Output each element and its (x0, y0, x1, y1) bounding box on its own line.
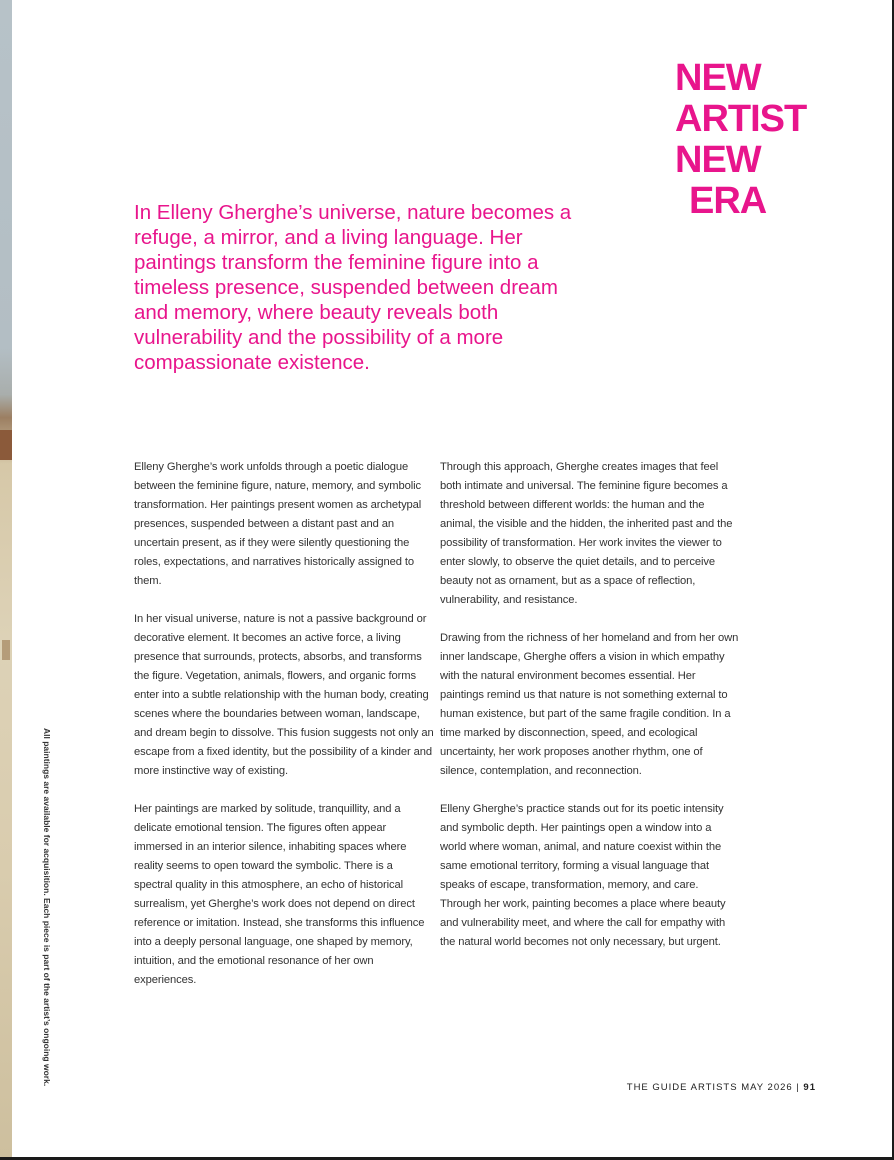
body-paragraph: Through this approach, Gherghe creates images that feel both intimate and universal. The feminine figure becomes a threshold between different worlds: the human and the animal, the visible and the hidden, the inherited past and the possibility of transformation. Her work invites the viewer to enter slowly, to observe the quiet details, and to perceive beauty not as ornament, but as a space of reflection, vulnerability, and resistance. (440, 461, 733, 606)
publication-name: THE GUIDE ARTISTS MAY 2026 | (626, 1082, 800, 1093)
body-paragraph: Her paintings are marked by solitude, tranquillity, and a delicate emotional tension. The figures often appear immersed in an interior silence, inhabiting spaces where reality seems to open toward the symbolic. There is a spectral quality in this atmosphere, an echo of historical surrealism, yet Gherghe’s work does not depend on direct reference or imitation. Instead, she transforms this influence into a deeply personal language, one shaped by memory, intuition, and the emotional resonance of her own experiences. (134, 803, 425, 986)
headline-line: ERA (689, 180, 767, 222)
page-number: 91 (803, 1082, 816, 1093)
headline-line: ARTIST (675, 98, 807, 140)
side-caption: All paintings are available for acquisition. Each piece is part of the artist’s ongoing work. (42, 728, 52, 1087)
painting-detail (2, 640, 10, 660)
text-column-right (440, 458, 740, 971)
body-paragraph: Elleny Gherghe’s practice stands out for its poetic intensity and symbolic depth. Her paintings open a window into a world where woman, animal, and nature coexist within the same emotional territory, forming a visual language that speaks of escape, transformation, memory, and care. Through her work, painting becomes a place where beauty and vulnerability meet, and where the call for empathy with the natural world becomes not only necessary, but urgent. (440, 803, 726, 948)
body-paragraph: Elleny Gherghe’s work unfolds through a poetic dialogue between the feminine figure, nature, memory, and symbolic transformation. Her paintings present women as archetypal presences, suspended between a distant past and an uncertain present, as if they were silently questioning the roles, expectations, and narratives historically assigned to them. (134, 461, 422, 587)
headline-line: NEW (675, 139, 761, 181)
page-headline (675, 58, 805, 222)
body-paragraph: In her visual universe, nature is not a passive background or decorative element. It becomes an active force, a living presence that surrounds, protects, absorbs, and transforms the figure. Vegetation, animals, flowers, and organic forms enter into a subtle relationship with the human body, creating scenes where the boundaries between woman, landscape, and dream begin to dissolve. This fusion suggests not only an escape from a fixed identity, but the possibility of a kinder and more instinctive way of existing. (134, 613, 434, 777)
painting-detail (0, 430, 12, 460)
page-footer (627, 1082, 816, 1093)
headline-line: NEW (675, 57, 761, 99)
adjacent-painting-edge (0, 0, 12, 1160)
text-column-left (134, 458, 434, 1009)
intro-paragraph: In Elleny Gherghe’s universe, nature becomes a refuge, a mirror, and a living language. Her paintings transform the feminine figure into a timeless presence, suspended between dream and memory, where beauty reveals both vulnerability and the possibility of a more compassionate existence. (134, 201, 572, 374)
body-paragraph: Drawing from the richness of her homeland and from her own inner landscape, Gherghe offers a vision in which empathy with the natural environment becomes essential. Her paintings remind us that nature is not something external to human existence, but part of the same fragile condition. In a time marked by disconnection, speed, and ecological uncertainty, her work proposes another rhythm, one of silence, contemplation, and reconnection. (440, 632, 739, 777)
